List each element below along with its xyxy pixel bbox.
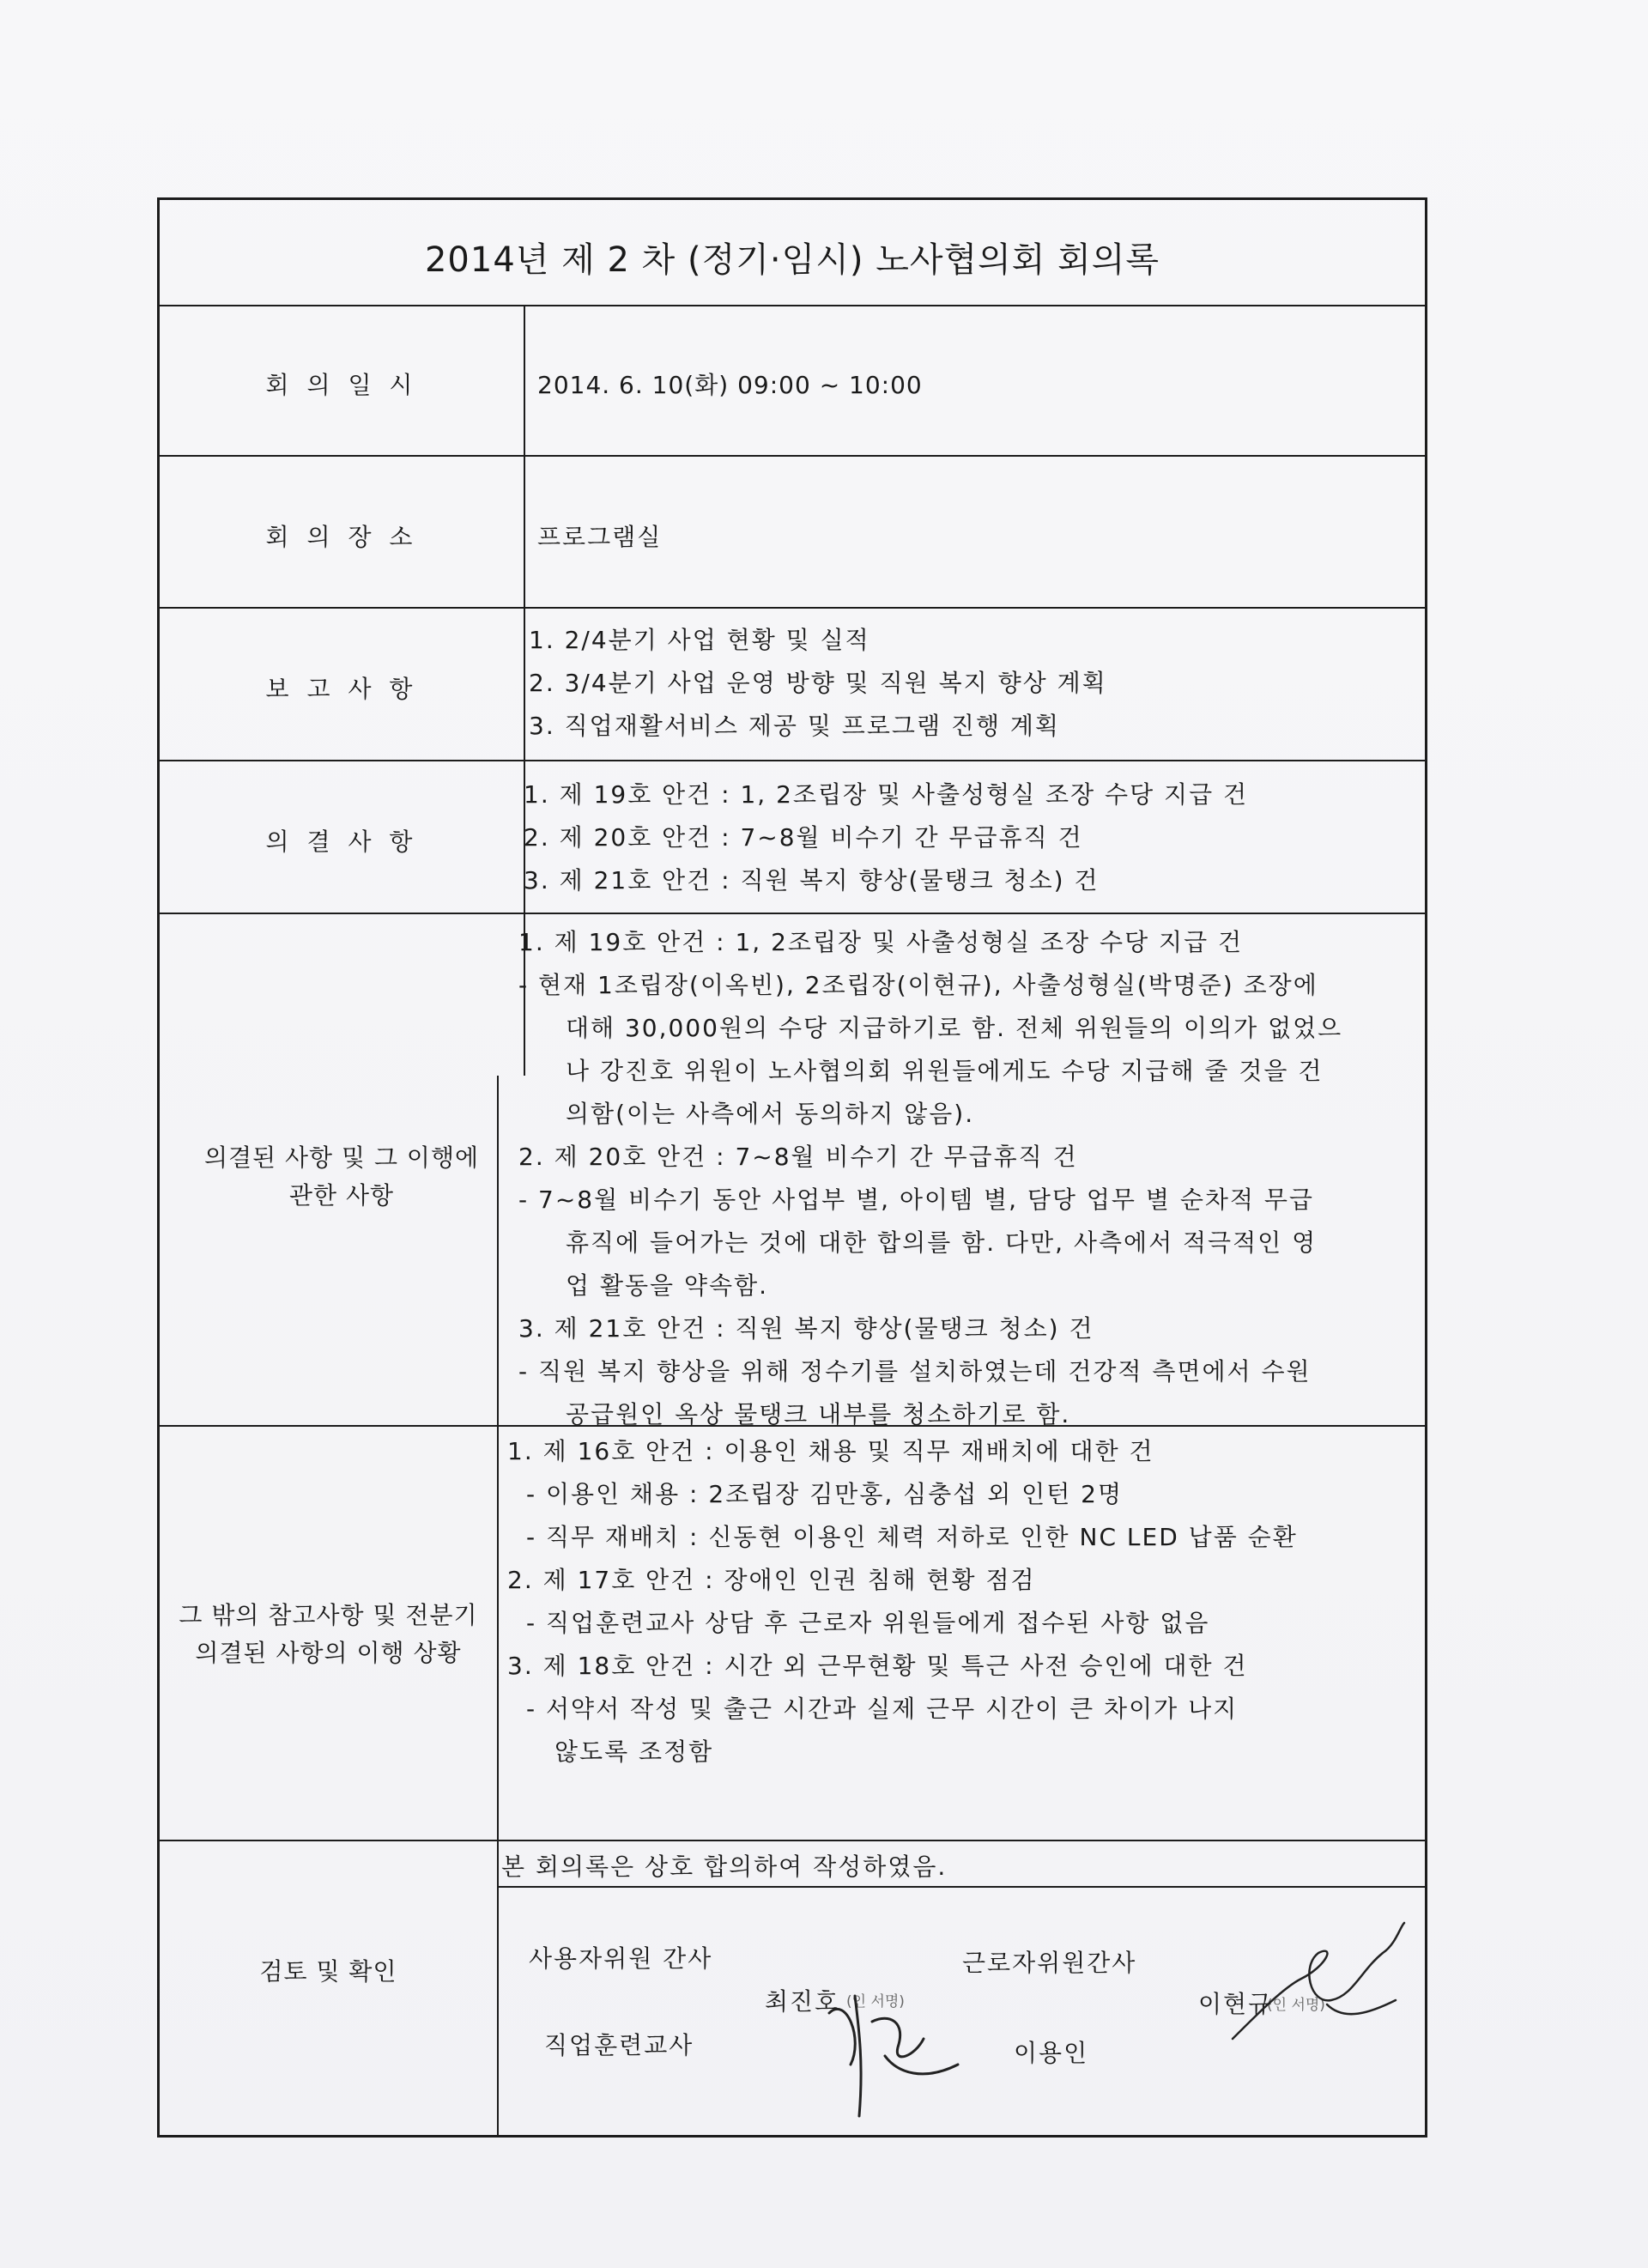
employer-name: 최진호 xyxy=(765,1987,840,2016)
title-row xyxy=(160,200,1425,305)
resolved-line: 업 활동을 약속함. xyxy=(566,1271,769,1300)
report-item: 2. 3/4분기 사업 운영 방향 및 직원 복지 향상 계획 xyxy=(529,669,1107,697)
resolved-line: 나 강진호 위원이 노사협의회 위원들에게도 수당 지급해 줄 것을 건 xyxy=(566,1057,1324,1085)
resolution-item: 3. 제 21호 안건 : 직원 복지 향상(물탱크 청소) 건 xyxy=(524,866,1100,894)
review-label: 검토 및 확인 xyxy=(259,1957,397,1986)
resolved-line: - 7~8월 비수기 동안 사업부 별, 아이템 별, 담당 업무 별 순차적 무급 xyxy=(518,1186,1314,1214)
report-item: 1. 2/4분기 사업 현황 및 실적 xyxy=(529,626,870,654)
other-matters-label-line1: 그 밖의 참고사항 및 전분기 xyxy=(179,1601,478,1629)
resolution-items xyxy=(524,773,1248,902)
resolution-item: 1. 제 19호 안건 : 1, 2조립장 및 사출성형실 조장 수당 지급 건 xyxy=(524,780,1249,809)
row-place xyxy=(160,455,1425,609)
row-other-matters xyxy=(160,1425,1425,1841)
resolved-matters-label-line2: 관한 사항 xyxy=(288,1181,395,1210)
row-resolution xyxy=(160,760,1425,914)
resolved-matters-label-line1: 의결된 사항 및 그 이행에 xyxy=(203,1143,480,1172)
datetime-label: 회 의 일 시 xyxy=(265,371,418,399)
worker-signature-drawing xyxy=(1224,1919,1430,2056)
resolved-line: 휴직에 들어가는 것에 대한 합의를 함. 다만, 사측에서 적극적인 영 xyxy=(566,1228,1318,1257)
resolved-line: 대해 30,000원의 수당 지급하기로 함. 전체 위원들의 이의가 없었으 xyxy=(566,1014,1343,1042)
resolved-line: 의함(이는 사측에서 동의하지 않음). xyxy=(566,1100,975,1128)
employer-role: 직업훈련교사 xyxy=(544,2031,694,2059)
other-line: 2. 제 17호 안건 : 장애인 인권 침해 현황 점검 xyxy=(507,1566,1036,1594)
resolved-line: 2. 제 20호 안건 : 7~8월 비수기 간 무급휴직 건 xyxy=(518,1143,1078,1171)
resolved-matters-lines xyxy=(518,921,1342,1436)
other-line: 3. 제 18호 안건 : 시간 외 근무현황 및 특근 사전 승인에 대한 건 xyxy=(507,1652,1248,1680)
document-title: 2014년 제 2 차 (정기·임시) 노사협의회 회의록 xyxy=(424,240,1160,280)
worker-role: 이용인 xyxy=(1014,2039,1089,2067)
place-value: 프로그램실 xyxy=(537,523,663,551)
other-matters-label-line2: 의결된 사항의 이행 상황 xyxy=(195,1639,462,1667)
other-matters-lines xyxy=(507,1430,1298,1774)
worker-sign-mark: (인 서명) xyxy=(1267,1997,1325,2014)
other-line: - 이용인 채용 : 2조립장 김만홍, 심충섭 외 인턴 2명 xyxy=(526,1480,1124,1508)
employer-title: 사용자위원 간사 xyxy=(529,1944,713,1973)
other-matters-label xyxy=(160,1597,497,1672)
resolved-line: - 현재 1조립장(이옥빈), 2조립장(이현규), 사출성형실(박명준) 조장에 xyxy=(518,971,1318,999)
resolved-line: 공급원인 옥상 물탱크 내부를 청소하기로 함. xyxy=(566,1400,1071,1428)
row-review xyxy=(160,1840,1425,2139)
employer-sign-mark: (인 서명) xyxy=(846,1993,905,2010)
datetime-value: 2014. 6. 10(화) 09:00 ~ 10:00 xyxy=(537,371,923,399)
resolved-line: 3. 제 21호 안건 : 직원 복지 향상(물탱크 청소) 건 xyxy=(518,1314,1094,1343)
resolution-label: 의 결 사 항 xyxy=(265,828,418,856)
worker-title: 근로자위원간사 xyxy=(962,1949,1137,1977)
other-line: 1. 제 16호 안건 : 이용인 채용 및 직무 재배치에 대한 건 xyxy=(507,1437,1154,1465)
review-statement: 본 회의록은 상호 합의하여 작성하였음. xyxy=(501,1853,948,1881)
row-datetime xyxy=(160,305,1425,457)
employer-signature-drawing xyxy=(812,1962,966,2125)
resolved-line: - 직원 복지 향상을 위해 정수기를 설치하였는데 건강적 측면에서 수원 xyxy=(518,1357,1312,1386)
report-item: 3. 직업재활서비스 제공 및 프로그램 진행 계획 xyxy=(529,712,1060,740)
worker-name: 이현규 xyxy=(1198,1990,1274,2018)
other-line: 않도록 조정함 xyxy=(554,1737,714,1766)
resolved-matters-label xyxy=(160,1139,524,1215)
review-divider xyxy=(497,1886,1425,1888)
resolution-item: 2. 제 20호 안건 : 7~8월 비수기 간 무급휴직 건 xyxy=(524,823,1083,852)
resolved-line: 1. 제 19호 안건 : 1, 2조립장 및 사출성형실 조장 수당 지급 건 xyxy=(518,928,1244,956)
other-line: - 직무 재배치 : 신동현 이용인 체력 저하로 인한 NC LED 납품 순환 xyxy=(526,1523,1298,1551)
row-resolved-matters xyxy=(160,913,1425,1427)
place-label: 회 의 장 소 xyxy=(265,523,418,551)
other-line: - 직업훈련교사 상담 후 근로자 위원들에게 접수된 사항 없음 xyxy=(526,1609,1210,1637)
row-report xyxy=(160,607,1425,761)
report-items xyxy=(529,619,1107,748)
minutes-form xyxy=(157,197,1427,2138)
report-label: 보 고 사 항 xyxy=(265,675,418,703)
other-line: - 서약서 작성 및 출근 시간과 실제 근무 시간이 큰 차이가 나지 xyxy=(526,1695,1239,1723)
